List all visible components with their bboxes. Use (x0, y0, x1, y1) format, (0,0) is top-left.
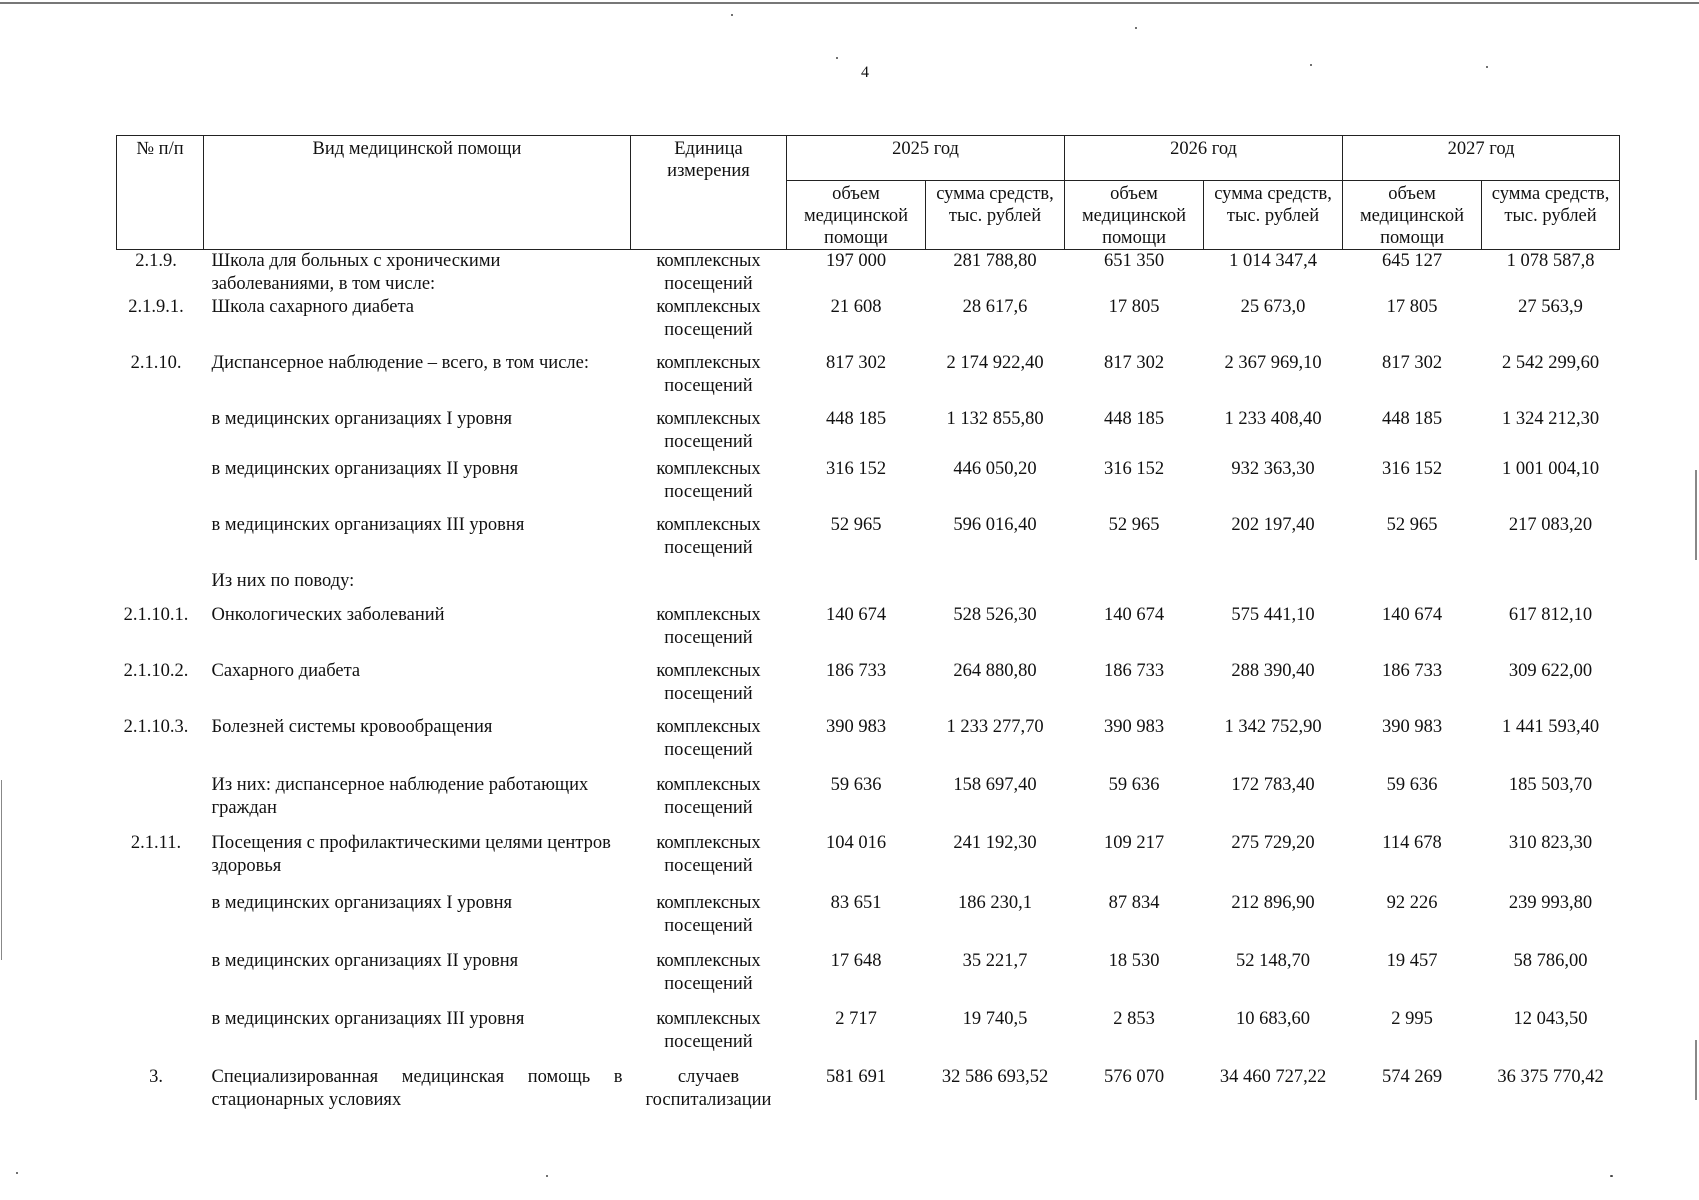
medical-care-volume-table (116, 135, 1620, 1126)
row-sum-2027: 217 083,20 (1508, 515, 1593, 535)
row-volume-2025: 59 636 (830, 775, 882, 795)
row-unit: комплексных посещений (656, 515, 761, 558)
row-volume-2025: 83 651 (830, 893, 882, 913)
row-care-type: в медицинских организациях II уровня (211, 459, 519, 479)
row-care-type: в медицинских организациях III уровня (211, 515, 525, 535)
row-volume-2025: 390 983 (825, 717, 887, 737)
row-sum-2027: 239 993,80 (1508, 893, 1593, 913)
row-number: 2.1.10. (130, 353, 182, 373)
row-unit: комплексных посещений (656, 353, 761, 396)
header-col-unit: Единица измерения (631, 136, 787, 250)
row-sum-2025 (926, 570, 1065, 604)
row-volume-2027: 316 152 (1381, 459, 1443, 479)
row-care-type: в медицинских организациях III уровня (211, 1009, 525, 1029)
row-volume-2027: 645 127 (1381, 251, 1443, 271)
row-sum-2025: 2 174 922,40 (946, 353, 1044, 373)
scan-speck (546, 1175, 548, 1177)
table-row (117, 570, 1620, 604)
row-care-type: Диспансерное наблюдение – всего, в том числе: (211, 353, 589, 373)
row-care-type: Из них по поводу: (211, 571, 355, 591)
row-sum-2027: 2 542 299,60 (1501, 353, 1600, 373)
table-row (117, 950, 1620, 1008)
scan-speck (1135, 27, 1137, 29)
row-volume-2026: 17 805 (1108, 297, 1160, 317)
row-number (117, 514, 204, 570)
row-volume-2027: 52 965 (1386, 515, 1438, 535)
table-body (117, 250, 1620, 1127)
header-year-2026: 2026 год (1065, 136, 1343, 181)
row-sum-2025: 596 016,40 (953, 515, 1037, 535)
row-unit: комплексных посещений (656, 893, 761, 936)
row-unit: комплексных посещений (656, 605, 761, 648)
row-number (117, 774, 204, 832)
header-volume-2025: объем медицинской помощи (787, 181, 926, 250)
row-volume-2026: 140 674 (1103, 605, 1165, 625)
row-unit: комплексных посещений (656, 717, 761, 760)
row-unit: комплексных посещений (656, 459, 761, 502)
row-volume-2026: 2 853 (1113, 1009, 1155, 1029)
row-volume-2027: 448 185 (1381, 409, 1443, 429)
row-sum-2027: 12 043,50 (1513, 1009, 1588, 1029)
row-number: 2.1.11. (130, 833, 182, 853)
table-row (117, 458, 1620, 514)
row-care-type: Сахарного диабета (211, 661, 361, 681)
row-sum-2025: 158 697,40 (953, 775, 1037, 795)
header-year-2027: 2027 год (1343, 136, 1620, 181)
row-number (117, 892, 204, 950)
row-unit: комплексных посещений (656, 951, 761, 994)
table-row (117, 250, 1620, 297)
row-volume-2025: 140 674 (825, 605, 887, 625)
row-care-type: Онкологических заболеваний (211, 605, 445, 625)
row-volume-2025: 104 016 (825, 833, 887, 853)
row-care-type: Школа для больных с хроническими заболеваниями, в том числе: (211, 251, 501, 294)
table-row (117, 774, 1620, 832)
scan-speck (1486, 66, 1488, 68)
row-sum-2027: 1 001 004,10 (1501, 459, 1600, 479)
row-sum-2027: 309 622,00 (1508, 661, 1593, 681)
row-sum-2026: 172 783,40 (1231, 775, 1315, 795)
row-sum-2027 (1482, 570, 1620, 604)
row-sum-2027: 58 786,00 (1513, 951, 1588, 971)
scan-edge-mark (1695, 470, 1697, 560)
row-volume-2027: 114 678 (1382, 833, 1442, 853)
header-sum-2025: сумма средств, тыс. рублей (926, 181, 1065, 250)
row-sum-2025: 28 617,6 (962, 297, 1028, 317)
row-volume-2027: 59 636 (1386, 775, 1438, 795)
row-volume-2025: 186 733 (825, 661, 887, 681)
row-volume-2027: 92 226 (1386, 893, 1438, 913)
row-sum-2025: 446 050,20 (953, 459, 1037, 479)
table-row (117, 352, 1620, 408)
row-unit: комплексных посещений (656, 833, 761, 876)
row-care-type: Специализированная медицинская помощь в стационарных условиях (211, 1067, 623, 1110)
table-row (117, 514, 1620, 570)
row-care-type: Школа сахарного диабета (211, 297, 414, 317)
row-unit: комплексных посещений (656, 297, 761, 340)
row-care-type: в медицинских организациях I уровня (211, 409, 513, 429)
row-sum-2027: 1 078 587,8 (1506, 251, 1595, 271)
row-sum-2026: 2 367 969,10 (1224, 353, 1322, 373)
row-sum-2026: 10 683,60 (1236, 1009, 1311, 1029)
row-sum-2025: 35 221,7 (962, 951, 1028, 971)
row-volume-2026: 316 152 (1103, 459, 1165, 479)
row-number (117, 458, 204, 514)
row-sum-2026: 212 896,90 (1231, 893, 1315, 913)
row-sum-2026: 288 390,40 (1231, 661, 1315, 681)
row-sum-2027: 27 563,9 (1518, 297, 1583, 317)
row-sum-2025: 32 586 693,52 (941, 1067, 1049, 1087)
table-row (117, 1008, 1620, 1066)
row-sum-2027: 185 503,70 (1508, 775, 1593, 795)
row-sum-2025: 281 788,80 (953, 251, 1037, 271)
header-sum-2026: сумма средств, тыс. рублей (1204, 181, 1343, 250)
row-volume-2027: 19 457 (1386, 951, 1438, 971)
row-care-type: в медицинских организациях I уровня (211, 893, 513, 913)
row-sum-2026: 1 342 752,90 (1224, 717, 1322, 737)
row-sum-2027: 1 324 212,30 (1501, 409, 1600, 429)
table-row (117, 660, 1620, 716)
row-sum-2025: 264 880,80 (953, 661, 1037, 681)
row-number (117, 1008, 204, 1066)
row-sum-2025: 241 192,30 (953, 833, 1037, 853)
row-unit (631, 570, 787, 604)
table-row (117, 296, 1620, 352)
header-col-number: № п/п (117, 136, 204, 250)
row-volume-2027: 390 983 (1381, 717, 1443, 737)
scan-speck (1610, 1175, 1613, 1177)
scan-speck (16, 1172, 18, 1174)
row-volume-2026: 109 217 (1103, 833, 1165, 853)
row-sum-2025: 19 740,5 (962, 1009, 1028, 1029)
row-sum-2026: 1 014 347,4 (1229, 251, 1317, 271)
row-volume-2027: 574 269 (1381, 1067, 1443, 1087)
table-row (117, 832, 1620, 892)
header-volume-2027: объем медицинской помощи (1343, 181, 1482, 250)
row-volume-2026: 817 302 (1103, 353, 1165, 373)
row-volume-2025: 17 648 (830, 951, 882, 971)
scan-speck (731, 14, 733, 16)
row-sum-2026: 932 363,30 (1231, 459, 1315, 479)
row-volume-2027: 140 674 (1381, 605, 1443, 625)
row-volume-2027 (1343, 570, 1482, 604)
table-row (117, 604, 1620, 660)
row-volume-2025: 448 185 (825, 409, 887, 429)
row-unit: комплексных посещений (656, 409, 761, 452)
row-sum-2026: 34 460 727,22 (1219, 1067, 1327, 1087)
row-sum-2025: 1 233 277,70 (946, 717, 1044, 737)
page-number: 4 (861, 64, 869, 81)
row-sum-2027: 310 823,30 (1508, 833, 1593, 853)
row-volume-2026: 390 983 (1103, 717, 1165, 737)
row-volume-2025: 21 608 (830, 297, 882, 317)
row-care-type: Из них: диспансерное наблюдение работающих граждан (211, 775, 589, 818)
row-volume-2026: 59 636 (1108, 775, 1160, 795)
header-volume-2026: объем медицинской помощи (1065, 181, 1204, 250)
row-volume-2027: 186 733 (1381, 661, 1443, 681)
row-number: 2.1.9. (135, 251, 177, 271)
row-sum-2026: 275 729,20 (1231, 833, 1315, 853)
row-volume-2025: 316 152 (825, 459, 887, 479)
table-row (117, 1066, 1620, 1126)
row-sum-2025: 528 526,30 (953, 605, 1037, 625)
row-sum-2027: 36 375 770,42 (1497, 1067, 1604, 1087)
row-volume-2026: 52 965 (1108, 515, 1160, 535)
row-volume-2025 (787, 570, 926, 604)
row-sum-2026: 52 148,70 (1236, 951, 1311, 971)
row-sum-2027: 1 441 593,40 (1501, 717, 1600, 737)
row-volume-2026: 87 834 (1108, 893, 1160, 913)
table-row (117, 716, 1620, 774)
row-number: 2.1.10.1. (123, 605, 189, 625)
row-volume-2026: 651 350 (1103, 251, 1165, 271)
table-row (117, 892, 1620, 950)
row-sum-2026: 575 441,10 (1231, 605, 1315, 625)
row-volume-2026: 186 733 (1103, 661, 1165, 681)
row-volume-2026: 576 070 (1103, 1067, 1165, 1087)
row-number: 2.1.10.3. (123, 717, 189, 737)
row-volume-2026 (1065, 570, 1204, 604)
row-number (117, 950, 204, 1008)
row-care-type: Посещения с профилактическими целями центров здоровья (211, 833, 611, 876)
table-row (117, 408, 1620, 458)
row-volume-2026: 448 185 (1103, 409, 1165, 429)
scan-edge-mark (1, 780, 2, 960)
row-number: 2.1.9.1. (128, 297, 184, 317)
row-sum-2026: 1 233 408,40 (1224, 409, 1322, 429)
row-volume-2025: 581 691 (825, 1067, 887, 1087)
row-sum-2025: 1 132 855,80 (946, 409, 1044, 429)
scan-speck (1310, 64, 1312, 66)
row-unit: случаев госпитализации (645, 1067, 772, 1110)
row-volume-2025: 52 965 (830, 515, 882, 535)
scan-speck (836, 57, 838, 59)
row-volume-2026: 18 530 (1108, 951, 1160, 971)
row-number (117, 408, 204, 458)
header-col-care-type: Вид медицинской помощи (204, 136, 631, 250)
row-sum-2025: 186 230,1 (958, 893, 1032, 913)
row-care-type: в медицинских организациях II уровня (211, 951, 519, 971)
header-sum-2027: сумма средств, тыс. рублей (1482, 181, 1620, 250)
row-sum-2026: 202 197,40 (1231, 515, 1315, 535)
row-volume-2027: 2 995 (1391, 1009, 1433, 1029)
row-volume-2025: 2 717 (835, 1009, 877, 1029)
header-year-2025: 2025 год (787, 136, 1065, 181)
row-unit: комплексных посещений (656, 661, 761, 704)
row-volume-2025: 817 302 (825, 353, 887, 373)
row-number: 3. (149, 1067, 163, 1087)
row-unit: комплексных посещений (656, 1009, 761, 1052)
row-sum-2027: 617 812,10 (1508, 605, 1593, 625)
row-sum-2026 (1204, 570, 1343, 604)
row-volume-2027: 817 302 (1381, 353, 1443, 373)
scan-edge-mark (1695, 1040, 1697, 1100)
top-border-line (0, 2, 1699, 4)
row-sum-2026: 25 673,0 (1240, 297, 1306, 317)
table-header (117, 136, 1620, 250)
row-unit: комплексных посещений (656, 251, 761, 294)
row-volume-2027: 17 805 (1386, 297, 1438, 317)
row-unit: комплексных посещений (656, 775, 761, 818)
row-care-type: Болезней системы кровообращения (211, 717, 493, 737)
row-number (117, 570, 204, 604)
row-number: 2.1.10.2. (123, 661, 189, 681)
row-volume-2025: 197 000 (825, 251, 887, 271)
